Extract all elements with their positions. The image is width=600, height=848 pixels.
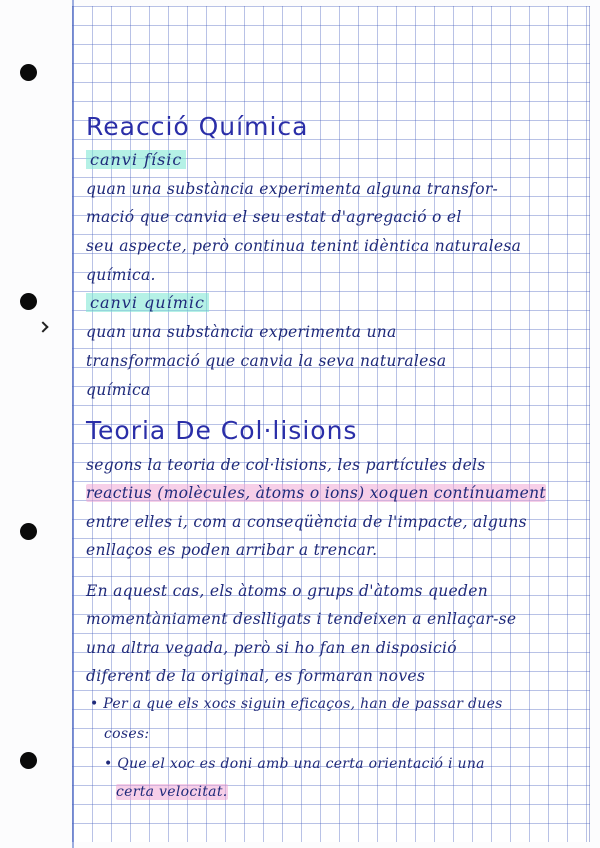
highlighted-text-line: reactius (molècules, àtoms o ions) xoquen contínuament — [86, 484, 546, 502]
margin-mark-icon — [37, 321, 48, 332]
bullet-item: • Per a que els xocs siguin eficaços, han de passar dues — [90, 696, 503, 712]
section-heading: canvi físic — [86, 150, 186, 169]
text-line: química — [86, 381, 151, 399]
text-line: entre elles i, com a conseqüència de l'impacte, alguns — [86, 513, 527, 531]
page-title: Reacció Química — [86, 112, 309, 141]
binder-hole — [20, 752, 37, 769]
binder-hole — [20, 64, 37, 81]
section-heading: canvi químic — [86, 293, 209, 312]
text-line: seu aspecte, però continua tenint idèntica naturalesa — [86, 237, 522, 255]
text-line: coses: — [104, 726, 150, 742]
binder-hole — [20, 523, 37, 540]
text-line: enllaços es poden arribar a trencar. — [86, 541, 378, 559]
text-line: En aquest cas, els àtoms o grups d'àtoms queden — [86, 582, 488, 600]
binder-hole — [20, 293, 37, 310]
text-line: mació que canvia el seu estat d'agregació o el — [86, 208, 462, 226]
text-line: una altra vegada, però si ho fan en disposició — [86, 639, 457, 657]
text-line: momentàniament deslligats i tendeixen a enllaçar-se — [86, 610, 517, 628]
text-line: quan una substància experimenta una — [86, 323, 397, 341]
text-line: segons la teoria de col·lisions, les partícules dels — [86, 456, 486, 474]
text-line: diferent de la original, es formaran noves — [86, 667, 426, 685]
margin-line — [72, 0, 74, 848]
text-line: quan una substància experimenta alguna transfor- — [86, 180, 499, 198]
bullet-item: • Que el xoc es doni amb una certa orientació i una — [104, 756, 485, 772]
highlighted-text-line: certa velocitat. — [116, 784, 228, 800]
text-line: transformació que canvia la seva naturalesa — [86, 352, 447, 370]
text-line: química. — [86, 266, 156, 284]
section-title: Teoria De Col·lisions — [86, 416, 358, 445]
